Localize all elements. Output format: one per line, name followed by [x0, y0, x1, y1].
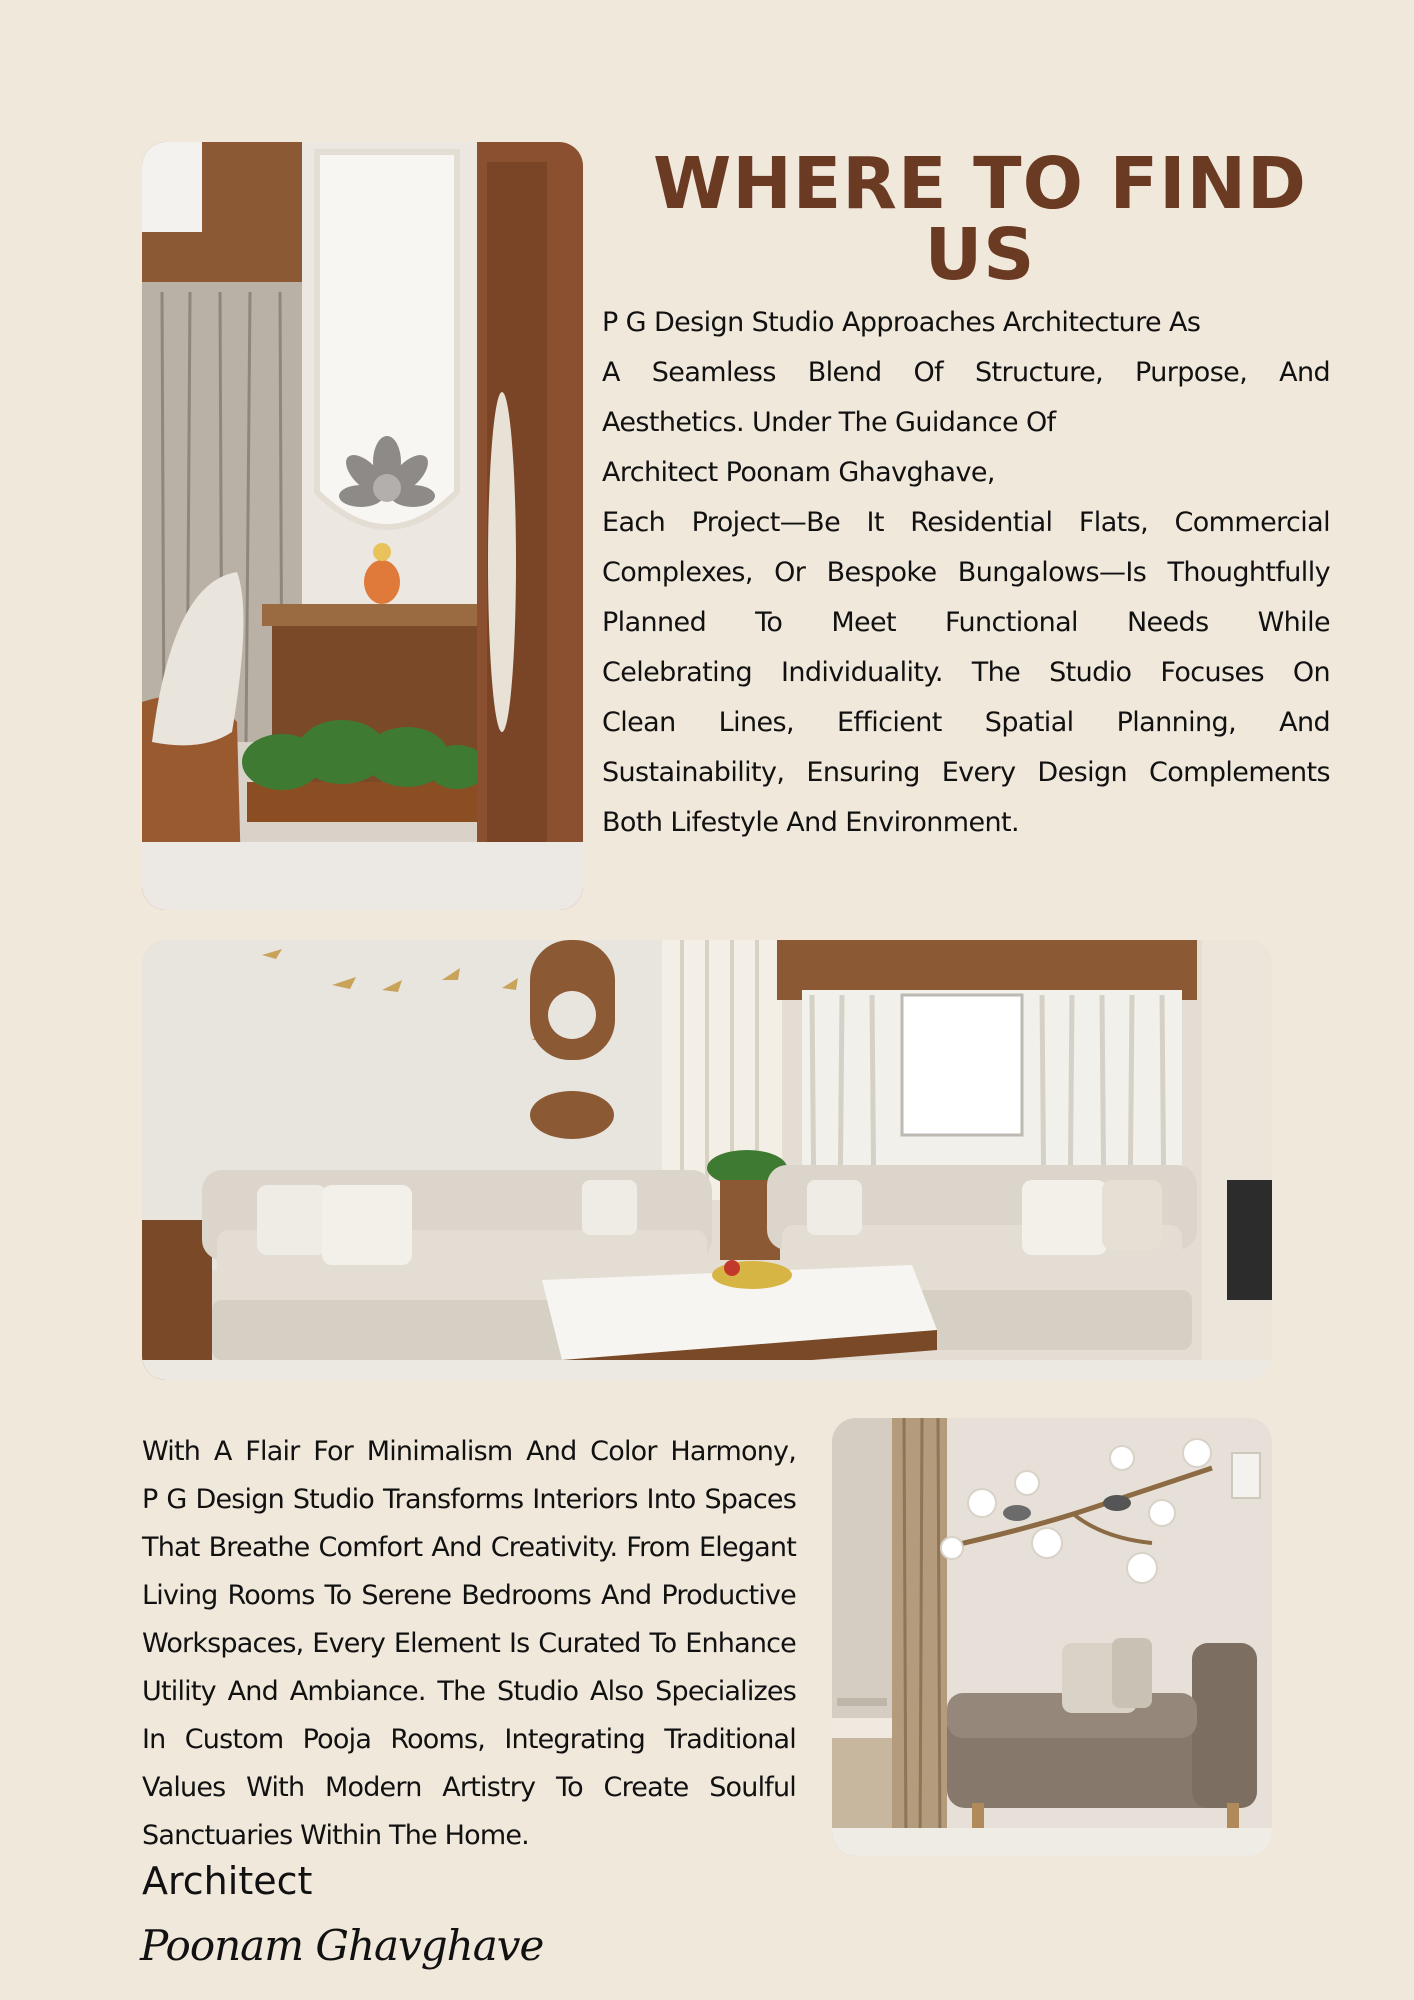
intro-line: Clean Lines, Efficient Spatial Planning, And — [602, 707, 1330, 738]
body-line: Living Rooms To Serene Bedrooms And Productive — [142, 1580, 796, 1611]
pooja-room-photo — [142, 142, 583, 910]
bedroom-photo — [832, 1418, 1272, 1856]
intro-line: Celebrating Individuality. The Studio Focuses On — [602, 657, 1330, 688]
body-line: Utility And Ambiance. The Studio Also Specializes — [142, 1676, 796, 1707]
intro-line: Architect Poonam Ghavghave, — [602, 457, 995, 488]
intro-line: Planned To Meet Functional Needs While — [602, 607, 1330, 638]
body-paragraph — [142, 1428, 796, 1860]
intro-line: Both Lifestyle And Environment. — [602, 807, 1019, 838]
intro-paragraph — [602, 298, 1330, 848]
intro-line: Aesthetics. Under The Guidance Of — [602, 407, 1056, 438]
signature-name: Poonam Ghavghave — [140, 1921, 544, 1970]
body-line: In Custom Pooja Rooms, Integrating Traditional — [142, 1724, 796, 1755]
intro-line: A Seamless Blend Of Structure, Purpose, And — [602, 357, 1330, 388]
intro-line: Complexes, Or Bespoke Bungalows—Is Thoughtfully — [602, 557, 1330, 588]
intro-line: P G Design Studio Approaches Architecture As — [602, 307, 1201, 338]
intro-line: Each Project—Be It Residential Flats, Commercial — [602, 507, 1330, 538]
body-line: Workspaces, Every Element Is Curated To Enhance — [142, 1628, 796, 1659]
page-title: WHERE TO FIND US — [653, 142, 1307, 296]
body-line: With A Flair For Minimalism And Color Harmony, — [142, 1436, 796, 1467]
intro-line: Sustainability, Ensuring Every Design Complements — [602, 757, 1330, 788]
body-line: That Breathe Comfort And Creativity. From Elegant — [142, 1532, 796, 1563]
body-line: Sanctuaries Within The Home. — [142, 1820, 529, 1851]
signature-role: Architect — [142, 1859, 313, 1903]
body-line: P G Design Studio Transforms Interiors Into Spaces — [142, 1484, 796, 1515]
body-line: Values With Modern Artistry To Create Soulful — [142, 1772, 796, 1803]
living-room-photo — [142, 940, 1272, 1380]
